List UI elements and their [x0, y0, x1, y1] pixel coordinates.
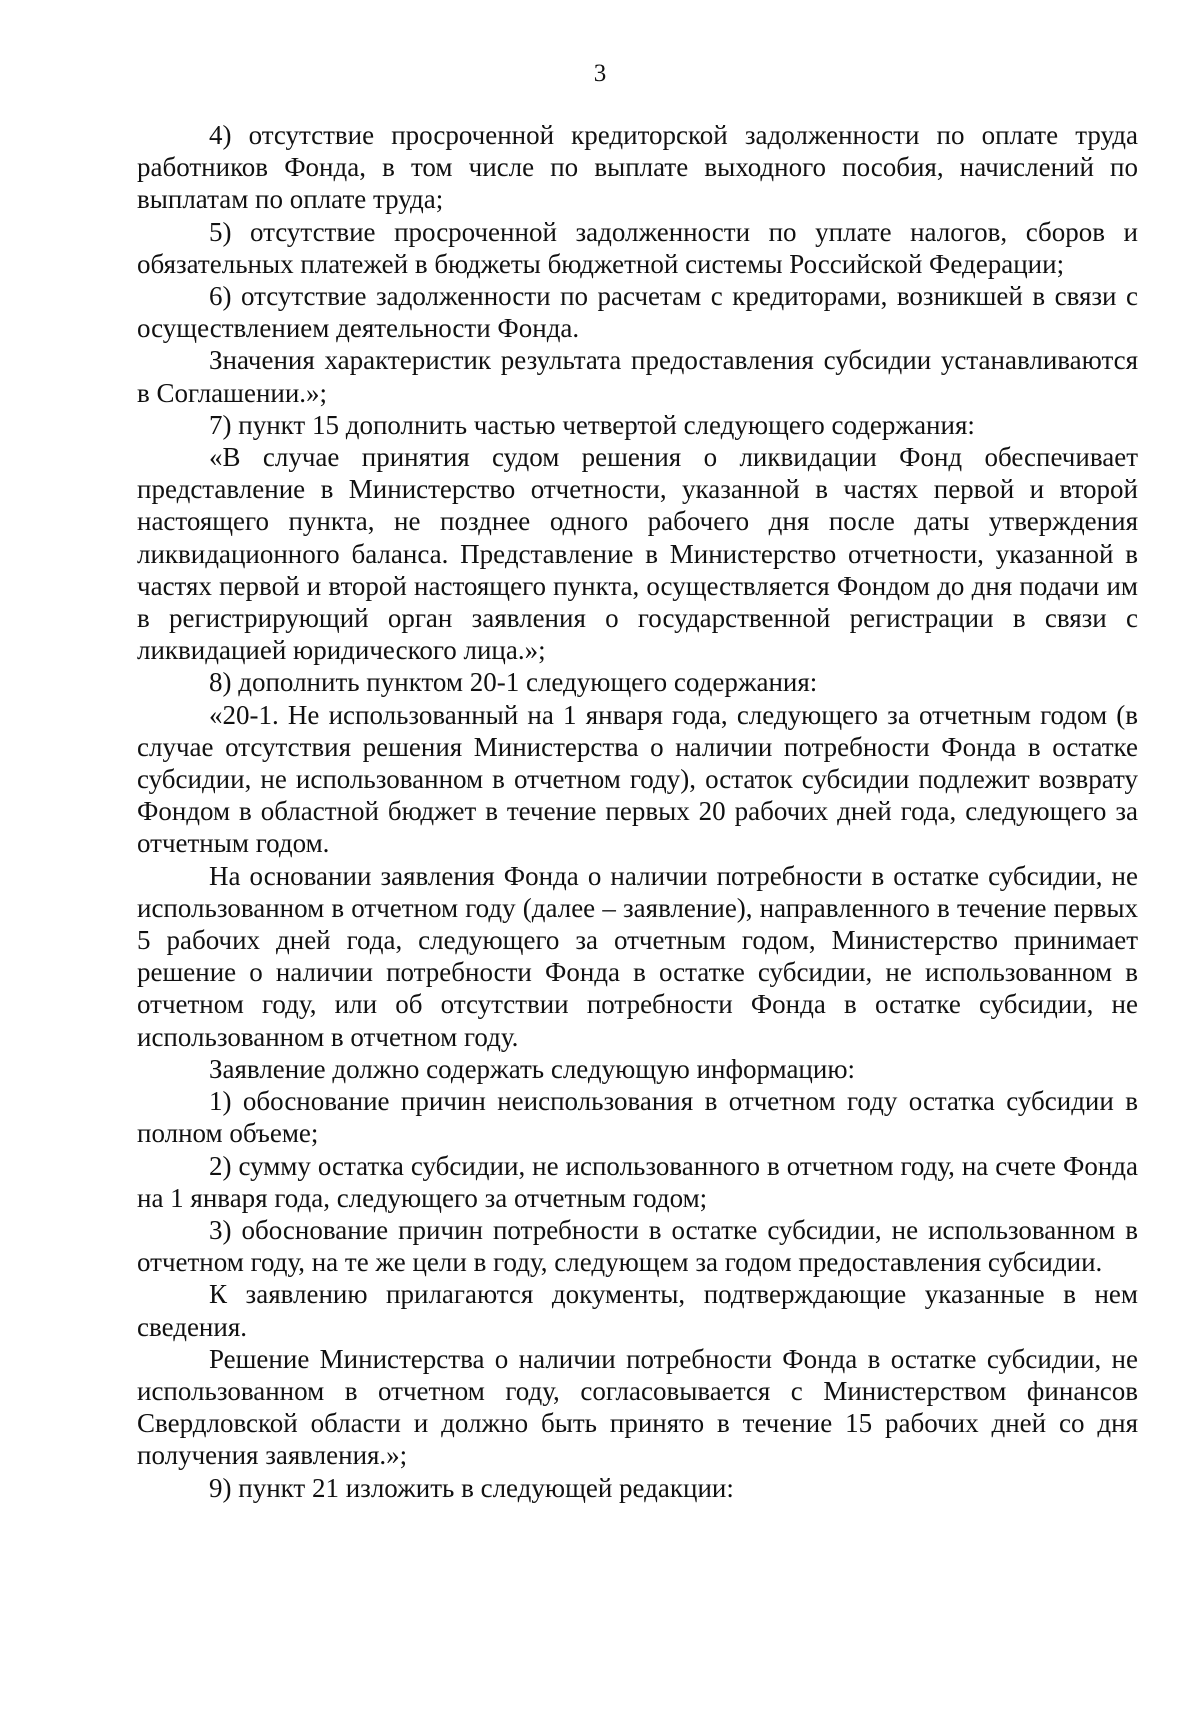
paragraph-attachments: К заявлению прилагаются документы, подтверждающие указанные в нем сведения.	[137, 1279, 1138, 1342]
paragraph-item-9: 9) пункт 21 изложить в следующей редакции:	[209, 1472, 734, 1503]
paragraph-20-1-quote: «20-1. Не использованный на 1 января года, следующего за отчетным годом (в случае отсутствия решения Министерства о наличии потребности Фонда в остатке субсидии, не использованном в отчетном году), остаток субсидии подлежит возврату Фондом в областной бюджет в течение первых 20 рабочих дней года, следующего за отчетным годом.	[137, 699, 1138, 859]
page-number: 3	[593, 60, 607, 87]
paragraph-subitem-2: 2) сумму остатка субсидии, не использованного в отчетном году, на счете Фонда на 1 января года, следующего за отчетным годом;	[137, 1150, 1138, 1213]
paragraph-item-5: 5) отсутствие просроченной задолженности по уплате налогов, сборов и обязательных платежей в бюджеты бюджетной системы Российской Федерации;	[137, 216, 1138, 279]
document-body	[137, 119, 1138, 1504]
paragraph-result-characteristics: Значения характеристик результата предоставления субсидии устанавливаются в Соглашении.»;	[137, 345, 1138, 408]
paragraph-subitem-1: 1) обоснование причин неиспользования в отчетном году остатка субсидии в полном объеме;	[137, 1086, 1138, 1149]
paragraph-liquidation-quote: «В случае принятия судом решения о ликвидации Фонд обеспечивает представление в Министерство отчетности, указанной в частях первой и второй настоящего пункта, не позднее одного рабочего дня после даты утверждения ликвидационного баланса. Представление в Министерство отчетности, указанной в частях первой и второй настоящего пункта, осуществляется Фондом до дня подачи им в регистрирующий орган заявления о государственной регистрации в связи с ликвидацией юридического лица.»;	[137, 442, 1138, 666]
paragraph-ministry-decision: Решение Министерства о наличии потребности Фонда в остатке субсидии, не использованном в отчетном году, согласовывается с Министерством финансов Свердловской области и должно быть принято в течение 15 рабочих дней со дня получения заявления.»;	[137, 1343, 1138, 1471]
paragraph-application-basis: На основании заявления Фонда о наличии потребности в остатке субсидии, не использованном в отчетном году (далее – заявление), направленного в течение первых 5 рабочих дней года, следующего за отчетным годом, Министерство принимает решение о наличии потребности Фонда в остатке субсидии, не использованном в отчетном году, или об отсутствии потребности Фонда в остатке субсидии, не использованном в отчетном году.	[137, 860, 1138, 1052]
paragraph-application-contents: Заявление должно содержать следующую информацию:	[209, 1053, 855, 1084]
paragraph-subitem-3: 3) обоснование причин потребности в остатке субсидии, не использованном в отчетном году, на те же цели в году, следующем за годом предоставления субсидии.	[137, 1214, 1138, 1278]
paragraph-item-7: 7) пункт 15 дополнить частью четвертой следующего содержания:	[209, 409, 975, 440]
paragraph-item-6: 6) отсутствие задолженности по расчетам с кредиторами, возникшей в связи с осуществлением деятельности Фонда.	[137, 281, 1138, 344]
paragraph-item-4: 4) отсутствие просроченной кредиторской задолженности по оплате труда работников Фонда, в том числе по выплате выходного пособия, начислений по выплатам по оплате труда;	[137, 120, 1138, 215]
paragraph-item-8: 8) дополнить пунктом 20-1 следующего содержания:	[209, 667, 818, 698]
